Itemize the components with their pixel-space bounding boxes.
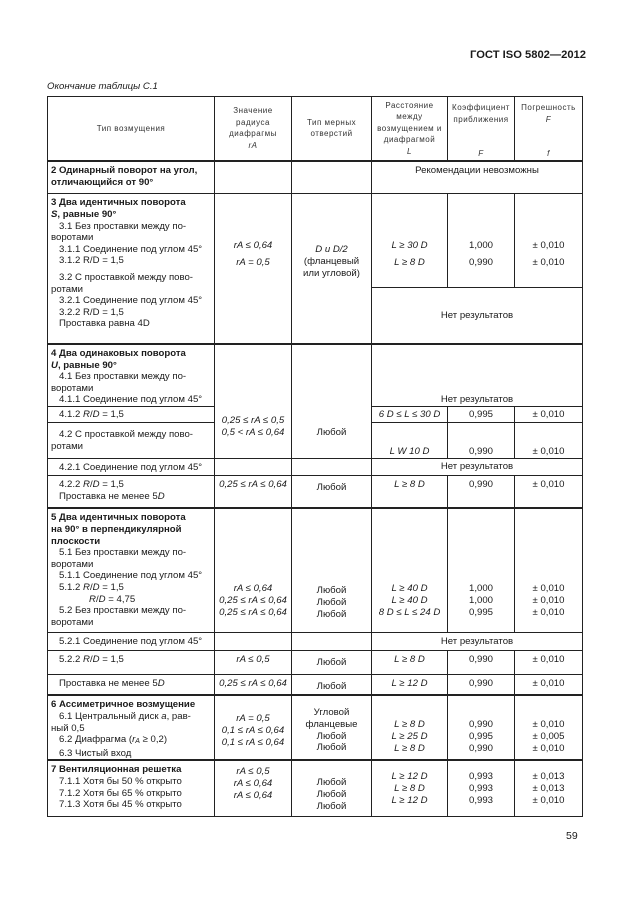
section-4-42: 4.2 С проставкой между пово- ротами: [48, 422, 215, 458]
section-3-coef: 1,000 0,990: [448, 194, 515, 288]
section-3-error: ± 0,010 ± 0,010: [515, 194, 583, 288]
section-5-distance-b1: L ≥ 8 D: [372, 650, 448, 674]
section-6-radius: rA = 0,5 0,1 ≤ rA ≤ 0,64 0,1 ≤ rA ≤ 0,64: [215, 695, 292, 760]
section-4-no-results-b: Нет результатов: [372, 458, 583, 475]
section-6-distance: L ≥ 8 D L ≥ 25 D L ≥ 8 D: [372, 695, 448, 760]
section-5-coef-b1: 0,990: [448, 650, 515, 674]
section-5-error-a: ± 0,010 ± 0,010 ± 0,010: [515, 508, 583, 632]
section-5-taps-b2: Любой: [292, 674, 372, 695]
section-4-error-a2: ± 0,010: [515, 422, 583, 458]
section-5-distance-b2: L ≥ 12 D: [372, 674, 448, 695]
section-4-distance-a1: 6 D ≤ L ≤ 30 D: [372, 406, 448, 422]
section-6-taps: Угловой фланцевые Любой Любой: [292, 695, 372, 760]
section-5-no-results: Нет результатов: [372, 632, 583, 650]
section-5-coef-b2: 0,990: [448, 674, 515, 695]
section-6-error: ± 0,010 ± 0,005 ± 0,010: [515, 695, 583, 760]
section-4-taps-b: Любой: [292, 475, 372, 508]
section-5-spacer: Проставка не менее 5D: [48, 674, 215, 695]
section-2-title: 2 Одинарный поворот на угол, отличающийся от 90°: [48, 161, 215, 194]
section-7-taps: Любой Любой Любой: [292, 760, 372, 816]
section-3-no-results: Нет результатов: [372, 288, 583, 344]
section-5-522: 5.2.2 R/D = 1,5: [48, 650, 215, 674]
section-7-title: 7 Вентиляционная решетка 7.1.1 Хотя бы 50 % открыто 7.1.2 Хотя бы 65 % открыто 7.1.3 Хотя бы 45 % открыто: [48, 760, 215, 816]
section-4-error-b: ± 0,010: [515, 475, 583, 508]
section-6-coef: 0,990 0,995 0,990: [448, 695, 515, 760]
section-4-no-results-a: Нет результатов: [372, 344, 583, 406]
section-5-distance-a: L ≥ 40 D L ≥ 40 D 8 D ≤ L ≤ 24 D: [372, 508, 448, 632]
section-5-radius-b2: 0,25 ≤ rA ≤ 0,64: [215, 674, 292, 695]
disturbance-table: [47, 96, 583, 817]
section-6-row: [48, 695, 583, 760]
section-4-error-a1: ± 0,010: [515, 406, 583, 422]
section-4-taps-a: Любой: [292, 344, 372, 458]
section-5-taps-b1: Любой: [292, 650, 372, 674]
section-2-note: Рекомендации невозможны: [372, 161, 583, 194]
page-number: 59: [566, 830, 578, 842]
col-header-error: Погрешность F f: [515, 97, 583, 161]
section-4-coef-a1: 0,995: [448, 406, 515, 422]
section-4-coef-b: 0,990: [448, 475, 515, 508]
section-4-distance-b: L ≥ 8 D: [372, 475, 448, 508]
section-3-row-a: [48, 194, 583, 288]
section-5-taps-a: Любой Любой Любой: [292, 508, 372, 632]
section-4-distance-a2: L W 10 D: [372, 422, 448, 458]
section-4-row-422: [48, 475, 583, 508]
section-3-title: 3 Два идентичных поворота S, равные 90° 3.1 Без проставки между по- воротами 3.1.1 Соединение под углом 45° 3.1.2 R/D = 1,5 3.2 С проставкой между пово- ротами 3.2.1 Соединение под углом 45° 3.2.2 R/D = 1,5 Проставка равна 4D: [48, 194, 215, 344]
section-4-coef-a2: 0,990: [448, 422, 515, 458]
section-4-422: 4.2.2 R/D = 1,5 Проставка не менее 5D: [48, 475, 215, 508]
section-4-412: 4.1.2 R/D = 1,5: [48, 406, 215, 422]
section-5-radius-b1: rA ≤ 0,5: [215, 650, 292, 674]
section-4-row-a: [48, 344, 583, 406]
section-5-error-b1: ± 0,010: [515, 650, 583, 674]
section-5-row-a: [48, 508, 583, 632]
section-7-error: ± 0,013 ± 0,013 ± 0,010: [515, 760, 583, 816]
section-7-row: [48, 760, 583, 816]
section-3-taps: D и D/2 (фланцевый или угловой): [292, 194, 372, 344]
section-7-distance: L ≥ 12 D L ≥ 8 D L ≥ 12 D: [372, 760, 448, 816]
section-7-radius: rA ≤ 0,5 rA ≤ 0,64 rA ≤ 0,64: [215, 760, 292, 816]
section-5-row-522: [48, 650, 583, 674]
section-4-row-421: [48, 458, 583, 475]
section-7-coef: 0,993 0,993 0,993: [448, 760, 515, 816]
section-5-521: 5.2.1 Соединение под углом 45°: [48, 632, 215, 650]
section-4-radius-a: 0,25 ≤ rA ≤ 0,5 0,5 < rA ≤ 0,64: [215, 344, 292, 458]
col-header-taps: Тип мерных отверстий: [292, 97, 372, 161]
section-3-distance: L ≥ 30 D L ≥ 8 D: [372, 194, 448, 288]
section-5-row-521: [48, 632, 583, 650]
standard-header: ГОСТ ISO 5802—2012: [470, 49, 586, 61]
section-5-coef-a: 1,000 1,000 0,995: [448, 508, 515, 632]
section-2-row: [48, 161, 583, 194]
col-header-coef: Коэффициент приближения F: [448, 97, 515, 161]
col-header-radius: Значение радиуса диафрагмы rA: [215, 97, 292, 161]
section-5-row-sp: [48, 674, 583, 695]
section-5-title: 5 Два идентичных поворота на 90° в перпендикулярной плоскости 5.1 Без проставки между по- воротами 5.1.1 Соединение под углом 45° 5.1.2 R/D = 1,5 R/D = 4,75 5.2 Без проставки между по- воротами: [48, 508, 215, 632]
section-3-radius: rA ≤ 0,64 rA = 0,5: [215, 194, 292, 344]
section-4-421: 4.2.1 Соединение под углом 45°: [48, 458, 215, 475]
section-5-radius-a: rA ≤ 0,64 0,25 ≤ rA ≤ 0,64 0,25 ≤ rA ≤ 0,64: [215, 508, 292, 632]
table-caption: Окончание таблицы С.1: [47, 81, 158, 92]
section-6-title: 6 Ассиметричное возмущение 6.1 Центральный диск a, рав- ный 0,5 6.2 Диафрагма (rA ≥ 0,2) 6.3 Чистый вход: [48, 695, 215, 760]
section-5-error-b2: ± 0,010: [515, 674, 583, 695]
section-4-radius-b: 0,25 ≤ rA ≤ 0,64: [215, 475, 292, 508]
section-4-title: 4 Два одинаковых поворота U, равные 90° 4.1 Без проставки между по- воротами 4.1.1 Соединение под углом 45°: [48, 344, 215, 406]
col-header-distance: Расстояние между возмущением и диафрагмой L: [372, 97, 448, 161]
header-row: [48, 97, 583, 161]
col-header-type: Тип возмущения: [48, 97, 215, 161]
